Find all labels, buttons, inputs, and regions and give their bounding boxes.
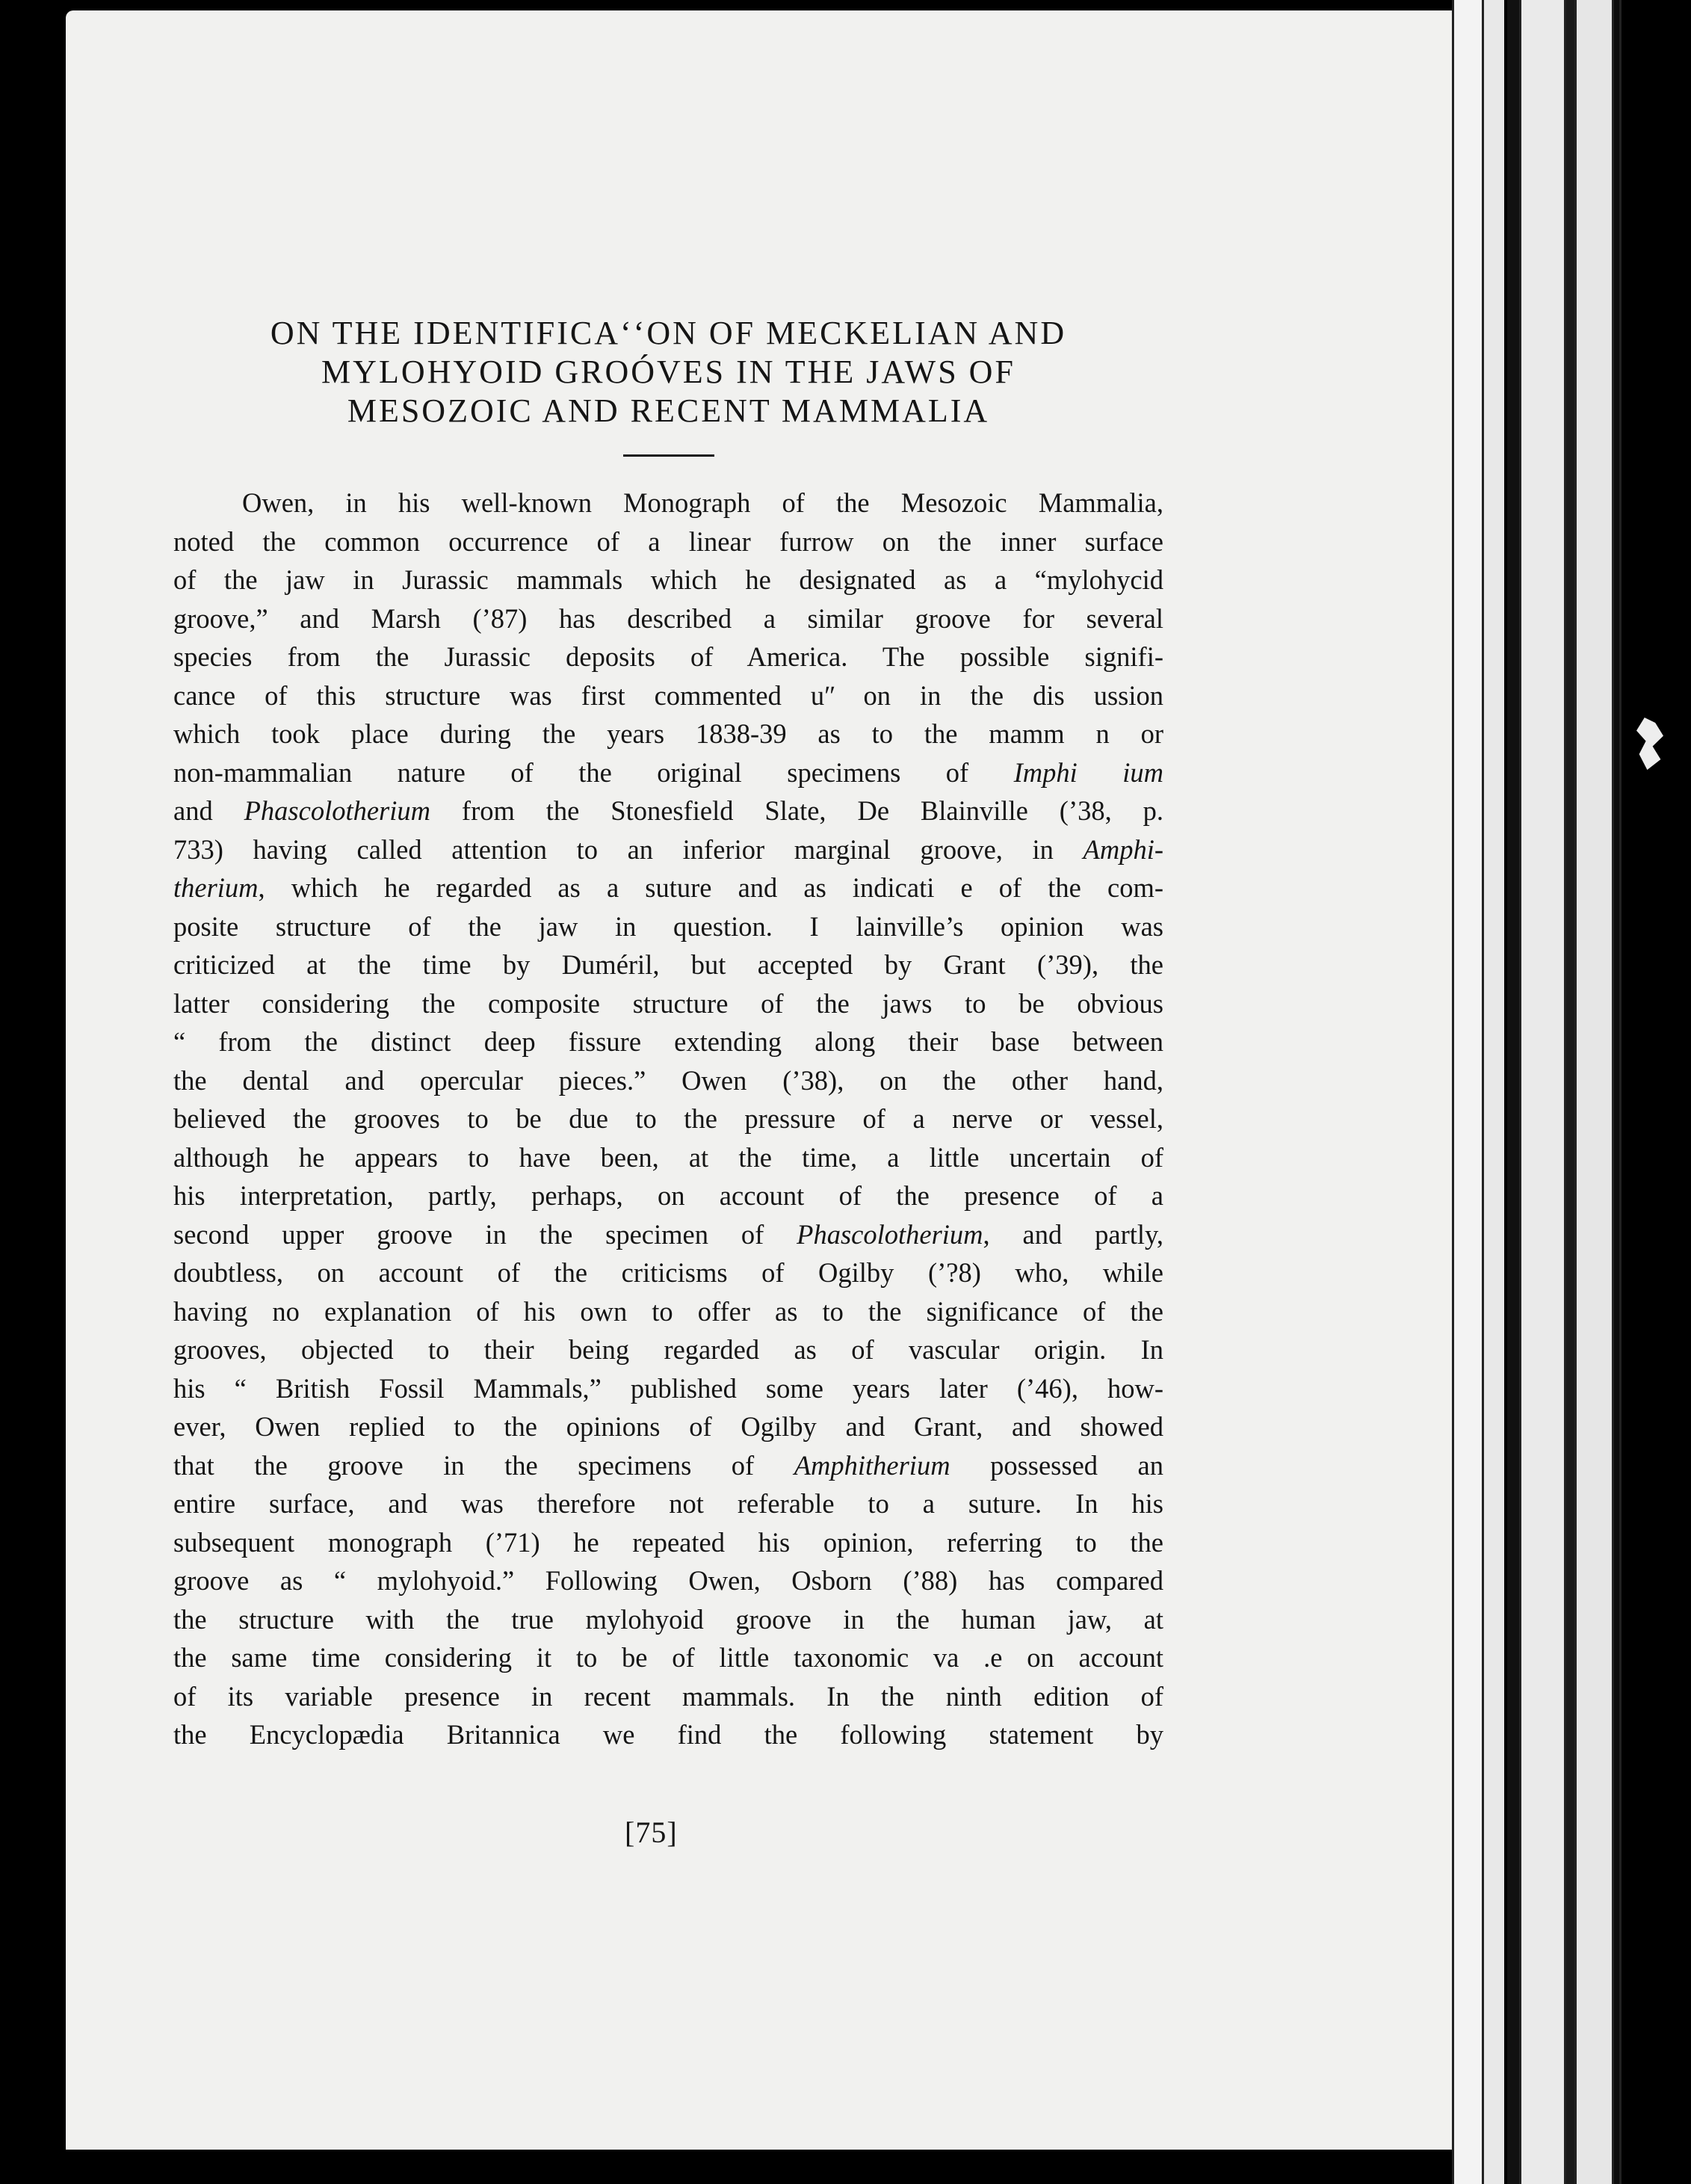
page-edge-leaf <box>1619 0 1691 2184</box>
body-text-line: of its variable presence in recent mammals. In the ninth edition of <box>173 1680 1163 1712</box>
body-text-line: of the jaw in Jurassic mammals which he designated as a “mylohycid <box>173 564 1163 595</box>
body-text-line: the dental and opercular pieces.” Owen (’38), on the other hand, <box>173 1064 1163 1096</box>
body-text-line: non-mammalian nature of the original specimens of Imphi ium <box>173 756 1163 788</box>
body-text-line: his “ British Fossil Mammals,” published some years later (’46), how- <box>173 1372 1163 1404</box>
article-title <box>173 314 1163 431</box>
article-title-line: MESOZOIC AND RECENT MAMMALIA <box>347 392 990 429</box>
body-text-line: Owen, in his well-known Monograph of the Mesozoic Mammalia, <box>242 487 1163 518</box>
body-text-line: “ from the distinct deep fissure extending along their base between <box>173 1026 1163 1057</box>
body-text-line: that the groove in the specimens of Amphitherium possessed an <box>173 1449 1163 1481</box>
body-text-line: therium, which he regarded as a suture and as indicati e of the com- <box>173 872 1163 903</box>
body-text-line: noted the common occurrence of a linear furrow on the inner surface <box>173 525 1163 557</box>
body-text-line: grooves, objected to their being regarded as of vascular origin. In <box>173 1334 1163 1365</box>
body-text-line: posite structure of the jaw in question. I lainville’s opinion was <box>173 910 1163 942</box>
body-text-line: having no explanation of his own to offer as to the significance of the <box>173 1295 1163 1327</box>
page-edge-leaf <box>1574 0 1614 2184</box>
body-text-line: which took place during the years 1838-39 as to the mamm n or <box>173 718 1163 749</box>
page-edge-leaf <box>1452 0 1484 2184</box>
body-text-line: ever, Owen replied to the opinions of Ogilby and Grant, and showed <box>173 1411 1163 1442</box>
body-text-line: groove as “ mylohyoid.” Following Owen, Osborn (’88) has compared <box>173 1565 1163 1596</box>
page-edge-leaf <box>1519 0 1566 2184</box>
book-page-edges <box>1452 0 1691 2184</box>
body-text-line: believed the grooves to be due to the pressure of a nerve or vessel, <box>173 1103 1163 1134</box>
body-text-line: cance of this structure was first commented uʺ on in the dis ussion <box>173 679 1163 711</box>
body-text-line: 733) having called attention to an inferior marginal groove, in Amphi- <box>173 833 1163 865</box>
body-text-line: latter considering the composite structure of the jaws to be obvious <box>173 987 1163 1019</box>
body-text-line: the structure with the true mylohyoid groove in the human jaw, at <box>173 1603 1163 1635</box>
body-text-line: the same time considering it to be of little taxonomic va .e on account <box>173 1642 1163 1673</box>
body-text-line: doubtless, on account of the criticisms of Ogilby (’?8) who, while <box>173 1257 1163 1288</box>
body-text-line: although he appears to have been, at the time, a little uncertain of <box>173 1141 1163 1173</box>
body-text-line: groove,” and Marsh (’87) has described a similar groove for several <box>173 602 1163 634</box>
body-text-line: entire surface, and was therefore not referable to a suture. In his <box>173 1488 1163 1519</box>
title-divider <box>623 454 714 457</box>
body-text-line: second upper groove in the specimen of Phascolotherium, and partly, <box>173 1218 1163 1250</box>
body-text-line: subsequent monograph (’71) he repeated his opinion, referring to the <box>173 1526 1163 1558</box>
body-text-line: the Encyclopædia Britannica we find the following statement by <box>173 1719 1163 1750</box>
body-text-line: species from the Jurassic deposits of America. The possible signifi- <box>173 641 1163 672</box>
article-body <box>173 484 1163 1754</box>
article-title-line: ON THE IDENTIFICAʻʻON OF MECKELIAN AND <box>270 315 1067 351</box>
body-text-line: and Phascolotherium from the Stonesfield Slate, De Blainville (’38, p. <box>173 795 1163 826</box>
body-text-line: criticized at the time by Duméril, but accepted by Grant (’39), the <box>173 949 1163 980</box>
body-text-line: his interpretation, partly, perhaps, on account of the presence of a <box>173 1180 1163 1211</box>
article-title-line: MYLOHYOID GROÓVES IN THE JAWS OF <box>321 354 1015 390</box>
page-edge-leaf <box>1482 0 1506 2184</box>
page-number: [75] <box>625 1816 678 1849</box>
document-content <box>173 314 1163 1754</box>
